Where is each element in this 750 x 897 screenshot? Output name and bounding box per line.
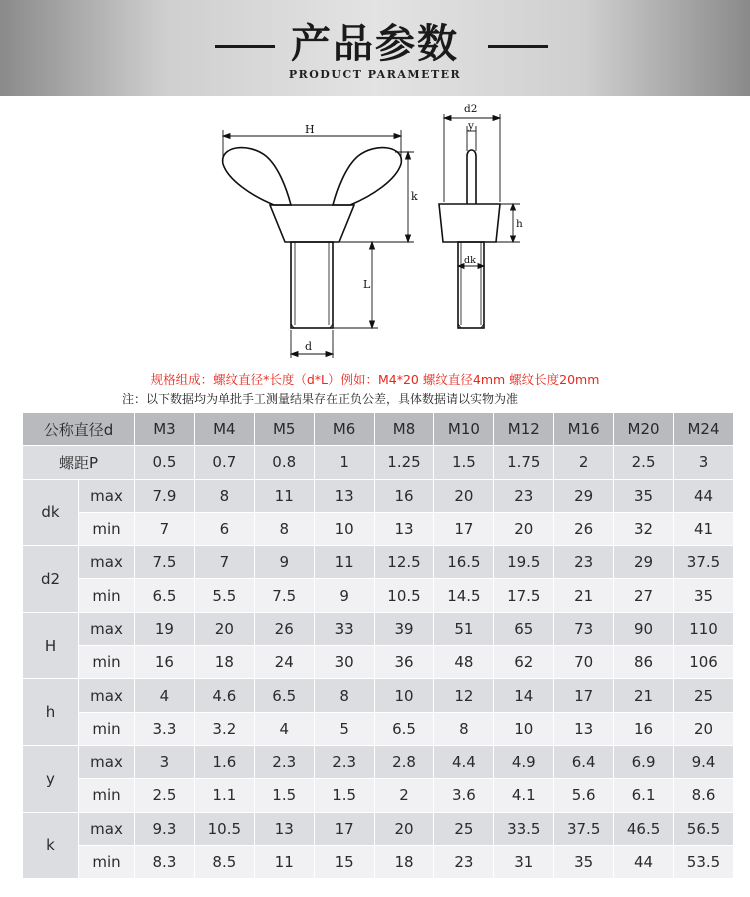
table-cell: 4 [135, 679, 195, 712]
table-cell: 73 [554, 612, 614, 645]
table-cell: 3 [135, 745, 195, 778]
table-cell: 2 [374, 779, 434, 812]
table-row [23, 745, 734, 778]
header-size: M16 [554, 413, 614, 446]
sub-label: max [79, 546, 135, 579]
table-cell: 5.5 [194, 579, 254, 612]
table-row [23, 779, 734, 812]
table-cell: 44 [674, 479, 734, 512]
group-label: h [23, 679, 79, 746]
table-cell: 6.5 [374, 712, 434, 745]
header-nominal-diameter: 公称直径d [23, 413, 135, 446]
table-cell: 9 [254, 546, 314, 579]
table-cell: 23 [494, 479, 554, 512]
table-cell: 8 [254, 512, 314, 545]
sub-label: max [79, 479, 135, 512]
table-cell: 1.5 [434, 446, 494, 479]
table-cell: 5.6 [554, 779, 614, 812]
table-cell: 20 [374, 812, 434, 845]
table-cell: 21 [614, 679, 674, 712]
table-cell: 16 [135, 646, 195, 679]
group-label: H [23, 612, 79, 679]
table-cell: 19.5 [494, 546, 554, 579]
table-cell: 18 [194, 646, 254, 679]
table-cell: 9.4 [674, 745, 734, 778]
table-row [23, 845, 734, 878]
table-cell: 9 [314, 579, 374, 612]
sub-label: max [79, 679, 135, 712]
table-cell: 19 [135, 612, 195, 645]
table-cell: 51 [434, 612, 494, 645]
table-cell: 2.5 [614, 446, 674, 479]
label-d2: d2 [464, 103, 478, 115]
table-cell: 9.3 [135, 812, 195, 845]
label-h: h [516, 218, 523, 230]
sub-label: min [79, 779, 135, 812]
header-size: M4 [194, 413, 254, 446]
table-cell: 6.5 [135, 579, 195, 612]
table-cell: 18 [374, 845, 434, 878]
table-cell: 17 [314, 812, 374, 845]
label-dk: dk [464, 255, 476, 266]
table-cell: 36 [374, 646, 434, 679]
sub-label: min [79, 512, 135, 545]
table-cell: 4.6 [194, 679, 254, 712]
table-cell: 41 [674, 512, 734, 545]
table-cell: 23 [554, 546, 614, 579]
table-cell: 16 [614, 712, 674, 745]
table-cell: 0.8 [254, 446, 314, 479]
table-cell: 10 [374, 679, 434, 712]
table-cell: 1.5 [314, 779, 374, 812]
sub-label: min [79, 712, 135, 745]
table-cell: 4.9 [494, 745, 554, 778]
table-cell: 2.3 [254, 745, 314, 778]
table-cell: 3 [674, 446, 734, 479]
table-cell: 25 [434, 812, 494, 845]
header-size: M8 [374, 413, 434, 446]
table-row [23, 646, 734, 679]
sub-label: max [79, 612, 135, 645]
table-cell: 3.6 [434, 779, 494, 812]
table-cell: 17 [434, 512, 494, 545]
table-cell: 10 [314, 512, 374, 545]
header-size: M5 [254, 413, 314, 446]
table-cell: 16 [374, 479, 434, 512]
table-cell: 70 [554, 646, 614, 679]
table-cell: 8 [314, 679, 374, 712]
table-cell: 106 [674, 646, 734, 679]
table-row [23, 479, 734, 512]
table-cell: 53.5 [674, 845, 734, 878]
table-cell: 29 [614, 546, 674, 579]
banner-title: 产品参数 [291, 20, 459, 67]
table-cell: 26 [254, 612, 314, 645]
table-cell: 10 [494, 712, 554, 745]
table-cell: 23 [434, 845, 494, 878]
left-wing [223, 148, 291, 205]
table-cell: 1.1 [194, 779, 254, 812]
table-cell: 1.6 [194, 745, 254, 778]
table-cell: 32 [614, 512, 674, 545]
label-y: y [468, 120, 474, 132]
header-size: M24 [674, 413, 734, 446]
table-cell: 10.5 [194, 812, 254, 845]
header-size: M6 [314, 413, 374, 446]
table-cell: 7.5 [135, 546, 195, 579]
header-size: M3 [135, 413, 195, 446]
wing-base [270, 205, 354, 242]
table-cell: 30 [314, 646, 374, 679]
header-size: M20 [614, 413, 674, 446]
table-cell: 35 [554, 845, 614, 878]
table-cell: 15 [314, 845, 374, 878]
table-cell: 44 [614, 845, 674, 878]
table-cell: 37.5 [554, 812, 614, 845]
right-wing [333, 148, 401, 205]
table-cell: 14.5 [434, 579, 494, 612]
table-cell: 13 [254, 812, 314, 845]
table-cell: 6.5 [254, 679, 314, 712]
group-label: dk [23, 479, 79, 546]
parameter-table [22, 412, 734, 879]
table-cell: 5 [314, 712, 374, 745]
table-cell: 12 [434, 679, 494, 712]
group-label: d2 [23, 546, 79, 613]
table-cell: 110 [674, 612, 734, 645]
table-cell: 3.3 [135, 712, 195, 745]
table-cell: 12.5 [374, 546, 434, 579]
table-cell: 11 [254, 479, 314, 512]
table-cell: 1.25 [374, 446, 434, 479]
label-k: k [411, 190, 418, 203]
table-cell: 6 [194, 512, 254, 545]
sub-label: min [79, 646, 135, 679]
table-cell: 8.6 [674, 779, 734, 812]
table-cell: 4.1 [494, 779, 554, 812]
side-base [439, 204, 500, 242]
table-cell: 11 [254, 845, 314, 878]
table-cell: 1 [314, 446, 374, 479]
table-cell: 33 [314, 612, 374, 645]
row-label: 螺距P [23, 446, 135, 479]
table-cell: 29 [554, 479, 614, 512]
table-cell: 4.4 [434, 745, 494, 778]
table-cell: 6.9 [614, 745, 674, 778]
header-banner [0, 0, 750, 96]
table-cell: 13 [374, 512, 434, 545]
table-cell: 62 [494, 646, 554, 679]
table-cell: 27 [614, 579, 674, 612]
table-cell: 7 [135, 512, 195, 545]
sub-label: max [79, 745, 135, 778]
table-cell: 1.5 [254, 779, 314, 812]
wing-screw-drawing [0, 96, 750, 366]
table-cell: 37.5 [674, 546, 734, 579]
table-cell: 1.75 [494, 446, 554, 479]
table-cell: 6.4 [554, 745, 614, 778]
table-cell: 6.1 [614, 779, 674, 812]
side-wing [467, 150, 476, 204]
table-cell: 24 [254, 646, 314, 679]
banner-subtitle: PRODUCT PARAMETER [288, 68, 462, 81]
spec-format-note: 规格组成：螺纹直径*长度（d*L）例如：M4*20 螺纹直径4mm 螺纹长度20mm [150, 372, 600, 387]
table-cell: 13 [314, 479, 374, 512]
label-d: d [305, 340, 313, 353]
table-cell: 25 [674, 679, 734, 712]
table-cell: 33.5 [494, 812, 554, 845]
table-cell: 35 [614, 479, 674, 512]
table-cell: 86 [614, 646, 674, 679]
table-cell: 65 [494, 612, 554, 645]
table-cell: 7.5 [254, 579, 314, 612]
table-cell: 2.8 [374, 745, 434, 778]
table-cell: 35 [674, 579, 734, 612]
table-row [23, 712, 734, 745]
table-header-row [23, 413, 734, 446]
sub-label: min [79, 579, 135, 612]
table-cell: 8 [434, 712, 494, 745]
table-cell: 3.2 [194, 712, 254, 745]
table-cell: 7 [194, 546, 254, 579]
table-cell: 2.5 [135, 779, 195, 812]
table-row [23, 512, 734, 545]
table-cell: 90 [614, 612, 674, 645]
sub-label: min [79, 845, 135, 878]
table-cell: 46.5 [614, 812, 674, 845]
group-label: y [23, 745, 79, 812]
table-cell: 39 [374, 612, 434, 645]
table-row [23, 546, 734, 579]
sub-label: max [79, 812, 135, 845]
table-row [23, 612, 734, 645]
table-row-pitch [23, 446, 734, 479]
table-cell: 17 [554, 679, 614, 712]
table-row [23, 812, 734, 845]
table-cell: 7.9 [135, 479, 195, 512]
label-H: H [305, 123, 315, 136]
header-size: M10 [434, 413, 494, 446]
table-row [23, 579, 734, 612]
table-cell: 0.5 [135, 446, 195, 479]
header-size: M12 [494, 413, 554, 446]
table-cell: 20 [494, 512, 554, 545]
table-cell: 13 [554, 712, 614, 745]
tolerance-note: 注：以下数据均为单批手工测量结果存在正负公差，具体数据请以实物为准 [122, 392, 519, 406]
table-cell: 21 [554, 579, 614, 612]
table-cell: 48 [434, 646, 494, 679]
table-cell: 20 [674, 712, 734, 745]
label-L: L [363, 278, 371, 291]
table-cell: 4 [254, 712, 314, 745]
table-cell: 2 [554, 446, 614, 479]
table-cell: 14 [494, 679, 554, 712]
table-cell: 11 [314, 546, 374, 579]
table-cell: 16.5 [434, 546, 494, 579]
table-cell: 17.5 [494, 579, 554, 612]
table-row [23, 679, 734, 712]
table-cell: 20 [194, 612, 254, 645]
table-cell: 0.7 [194, 446, 254, 479]
table-cell: 8 [194, 479, 254, 512]
table-cell: 26 [554, 512, 614, 545]
table-cell: 8.5 [194, 845, 254, 878]
table-cell: 2.3 [314, 745, 374, 778]
group-label: k [23, 812, 79, 879]
table-cell: 8.3 [135, 845, 195, 878]
table-cell: 31 [494, 845, 554, 878]
table-cell: 10.5 [374, 579, 434, 612]
table-cell: 20 [434, 479, 494, 512]
table-cell: 56.5 [674, 812, 734, 845]
